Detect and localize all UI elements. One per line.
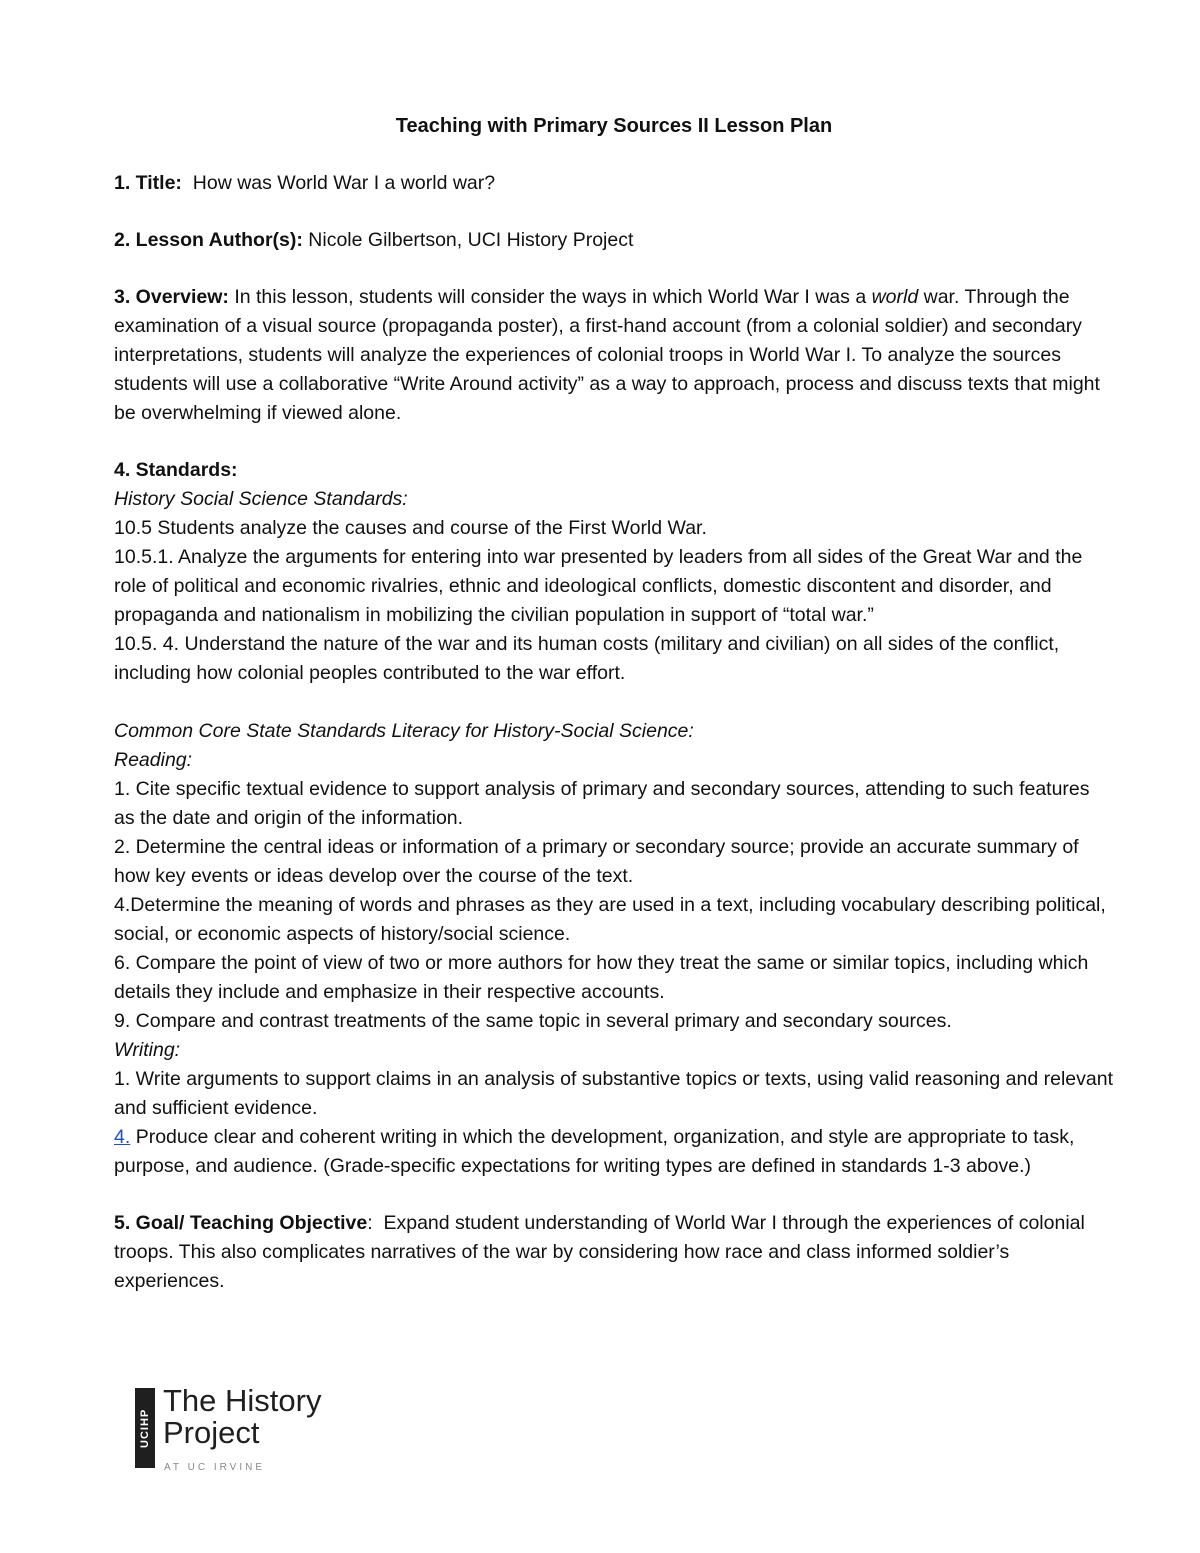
- writing-item: 1. Write arguments to support claims in an analysis of substantive topics or texts, using valid reasoning and relevant and sufficient evidence.: [114, 1068, 1113, 1119]
- logo-subtitle: AT UC IRVINE: [164, 1462, 266, 1473]
- section-overview: [114, 283, 1114, 428]
- reading-heading: Reading:: [114, 749, 193, 771]
- writing-heading: Writing:: [114, 1039, 181, 1061]
- document-page: [114, 112, 1114, 1324]
- ccss-heading: Common Core State Standards Literacy for History-Social Science:: [114, 720, 694, 742]
- logo-line1: The History: [163, 1383, 322, 1418]
- hss-item: 10.5. 4. Understand the nature of the war and its human costs (military and civilian) on all sides of the conflict, including how colonial peoples contributed to the war effort.: [114, 633, 1060, 684]
- section-author: [114, 226, 1114, 255]
- reading-item: 9. Compare and contrast treatments of the same topic in several primary and secondary sources.: [114, 1010, 952, 1032]
- document-title: Teaching with Primary Sources II Lesson Plan: [395, 115, 833, 137]
- overview-label: 3. Overview:: [114, 286, 229, 308]
- hss-heading: History Social Science Standards:: [114, 488, 408, 510]
- overview-text-a: In this lesson, students will consider the ways in which World War I was a: [234, 286, 867, 308]
- overview-paragraph: [114, 283, 1114, 428]
- overview-text-b: war. Through the examination of a visual source (propaganda poster), a first-hand account (from a colonial soldier) and secondary interpretations, students will analyze the experiences of colonial troops in World War I. To analyze the sources students will use a collaborative “Write Around activity” as a way to approach, process and discuss texts that might be overwhelming if viewed alone.: [114, 286, 1100, 424]
- logo-line2: Project: [163, 1415, 260, 1450]
- overview-italic: world: [871, 286, 919, 308]
- writing-4-link[interactable]: 4.: [114, 1126, 131, 1148]
- reading-item: 2. Determine the central ideas or information of a primary or secondary source; provide an accurate summary of how key events or ideas develop over the course of the text.: [114, 836, 1079, 887]
- history-project-logo: [135, 1383, 355, 1473]
- goal-text: Expand student understanding of World War I through the experiences of colonial troops. This also complicates narratives of the war by considering how race and class informed soldier’s experiences.: [114, 1212, 1085, 1292]
- reading-item: 4.Determine the meaning of words and phrases as they are used in a text, including vocabulary describing political, social, or economic aspects of history/social science.: [114, 894, 1106, 945]
- section-standards: [114, 456, 1114, 1181]
- standards-label: 4. Standards:: [114, 459, 238, 481]
- title-line: [114, 169, 1114, 198]
- author-line: [114, 226, 1114, 255]
- title-label: 1. Title:: [114, 172, 182, 194]
- reading-item: 1. Cite specific textual evidence to support analysis of primary and secondary sources, attending to such features as the date and origin of the information.: [114, 778, 1090, 829]
- section-goal: [114, 1209, 1114, 1296]
- author-label: 2. Lesson Author(s):: [114, 229, 303, 251]
- goal-paragraph: [114, 1209, 1114, 1296]
- section-title: [114, 169, 1114, 198]
- hss-item: 10.5.1. Analyze the arguments for entering into war presented by leaders from all sides of the Great War and the role of political and economic rivalries, ethnic and ideological conflicts, domestic discontent and disorder, and propaganda and nationalism in mobilizing the civilian population in support of “total war.”: [114, 546, 1083, 626]
- reading-item: 6. Compare the point of view of two or more authors for how they treat the same or similar topics, including which details they include and emphasize in their respective accounts.: [114, 952, 1089, 1003]
- writing-item: [114, 1123, 1114, 1181]
- goal-colon: :: [367, 1212, 373, 1234]
- writing-4-text: Produce clear and coherent writing in which the development, organization, and style are appropriate to task, purpose, and audience. (Grade-specific expectations for writing types are defined in standards 1-3 above.): [114, 1126, 1075, 1177]
- hss-item: 10.5 Students analyze the causes and course of the First World War.: [114, 517, 707, 539]
- logo-bar-text: UCIHP: [139, 1408, 151, 1448]
- goal-label: 5. Goal/ Teaching Objective: [114, 1212, 368, 1234]
- author-text: Nicole Gilbertson, UCI History Project: [308, 229, 634, 251]
- title-text: How was World War I a world war?: [192, 172, 496, 194]
